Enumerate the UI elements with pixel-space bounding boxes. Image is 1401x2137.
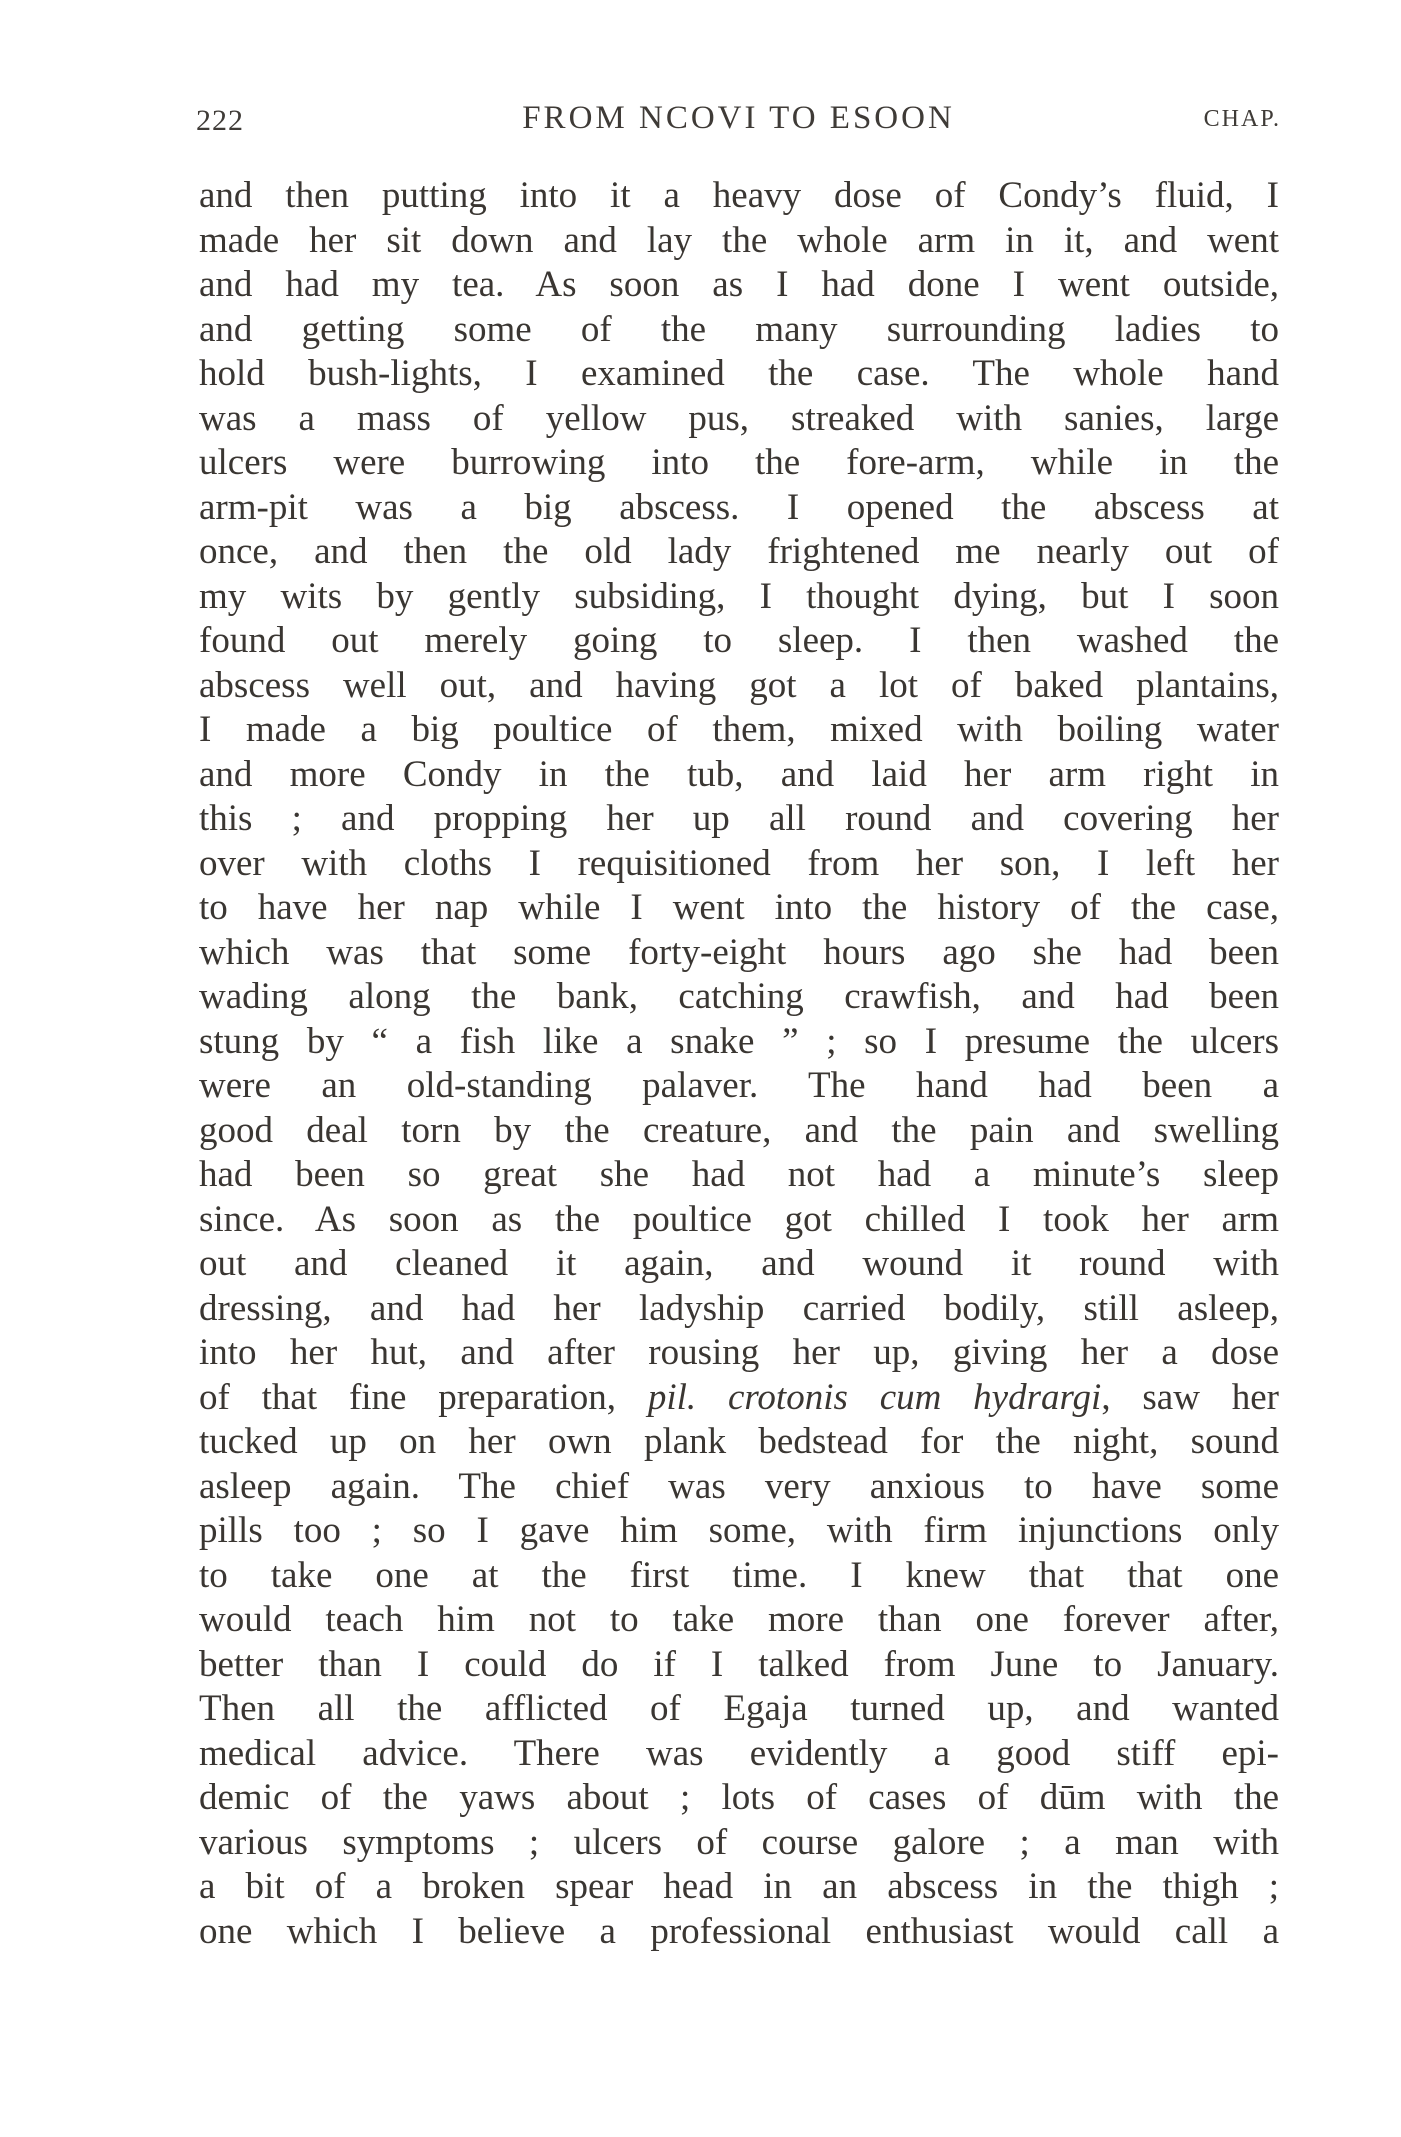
running-title: FROM NCOVI TO ESOON [522,100,955,136]
text-line: into her hut, and after rousing her up, giving her a dose [199,1332,1279,1373]
text-line: out and cleaned it again, and wound it round with [199,1243,1279,1284]
text-line: asleep again. The chief was very anxious to have some [199,1465,1279,1507]
text-line: to have her nap while I went into the history of the case, [199,887,1279,928]
text-line: and had my tea. As soon as I had done I went outside, [199,264,1279,305]
text-line: abscess well out, and having got a lot of baked plantains, [199,664,1279,706]
text-line: hold bush-lights, I examined the case. The whole hand [199,353,1279,394]
text-line: good deal torn by the creature, and the pain and swelling [199,1109,1279,1151]
text-line: and getting some of the many surrounding ladies to [199,308,1279,350]
text-line: once, and then the old lady frightened me nearly out of [199,531,1279,572]
text-line: had been so great she had not had a minute’s sleep [199,1154,1279,1195]
text-line: was a mass of yellow pus, streaked with sanies, large [199,397,1279,439]
text-line: over with cloths I requisitioned from her son, I left her [199,842,1279,884]
text-line: were an old-standing palaver. The hand had been a [199,1065,1279,1106]
text-line-with-italic [199,1376,1279,1421]
text-segment: , saw her [1101,1376,1279,1418]
text-line: to take one at the first time. I knew that that one [199,1554,1279,1596]
text-line: demic of the yaws about ; lots of cases of dūm with the [199,1777,1279,1818]
text-line: which was that some forty-eight hours ago she had been [199,931,1279,973]
text-line: ulcers were burrowing into the fore-arm, while in the [199,442,1279,483]
page-header [196,100,1281,146]
text-line: this ; and propping her up all round and covering her [199,798,1279,839]
text-line: Then all the afflicted of Egaja turned up, and wanted [199,1688,1279,1729]
text-line: would teach him not to take more than one forever after, [199,1599,1279,1640]
text-line: pills too ; so I gave him some, with firm injunctions only [199,1510,1279,1551]
text-line: made her sit down and lay the whole arm in it, and went [199,219,1279,261]
text-line: and then putting into it a heavy dose of Condy’s fluid, I [199,175,1279,216]
text-line: and more Condy in the tub, and laid her arm right in [199,753,1279,795]
text-line: stung by “ a fish like a snake ” ; so I presume the ulcers [199,1020,1279,1062]
text-line: found out merely going to sleep. I then washed the [199,620,1279,661]
page-number: 222 [196,104,244,137]
text-line: my wits by gently subsiding, I thought dying, but I soon [199,575,1279,617]
text-line: tucked up on her own plank bedstead for the night, sound [199,1421,1279,1462]
text-line: since. As soon as the poultice got chilled I took her arm [199,1198,1279,1240]
text-line: dressing, and had her ladyship carried bodily, still asleep, [199,1287,1279,1329]
text-line: arm-pit was a big abscess. I opened the abscess at [199,486,1279,528]
chapter-abbrev: CHAP. [1203,106,1281,132]
text-line: various symptoms ; ulcers of course galore ; a man with [199,1821,1279,1863]
italic-latin-phrase: pil. crotonis cum hydrargi [647,1376,1102,1418]
text-line: medical advice. There was evidently a good stiff epi- [199,1732,1279,1774]
text-line: wading along the bank, catching crawfish, and had been [199,976,1279,1017]
text-line: one which I believe a professional enthusiast would call a [199,1910,1279,1952]
body-text [199,174,1279,1954]
text-line: I made a big poultice of them, mixed with boiling water [199,709,1279,750]
text-segment: of that fine preparation, [199,1376,648,1418]
text-line: a bit of a broken spear head in an abscess in the thigh ; [199,1866,1279,1907]
text-line: better than I could do if I talked from June to January. [199,1643,1279,1685]
